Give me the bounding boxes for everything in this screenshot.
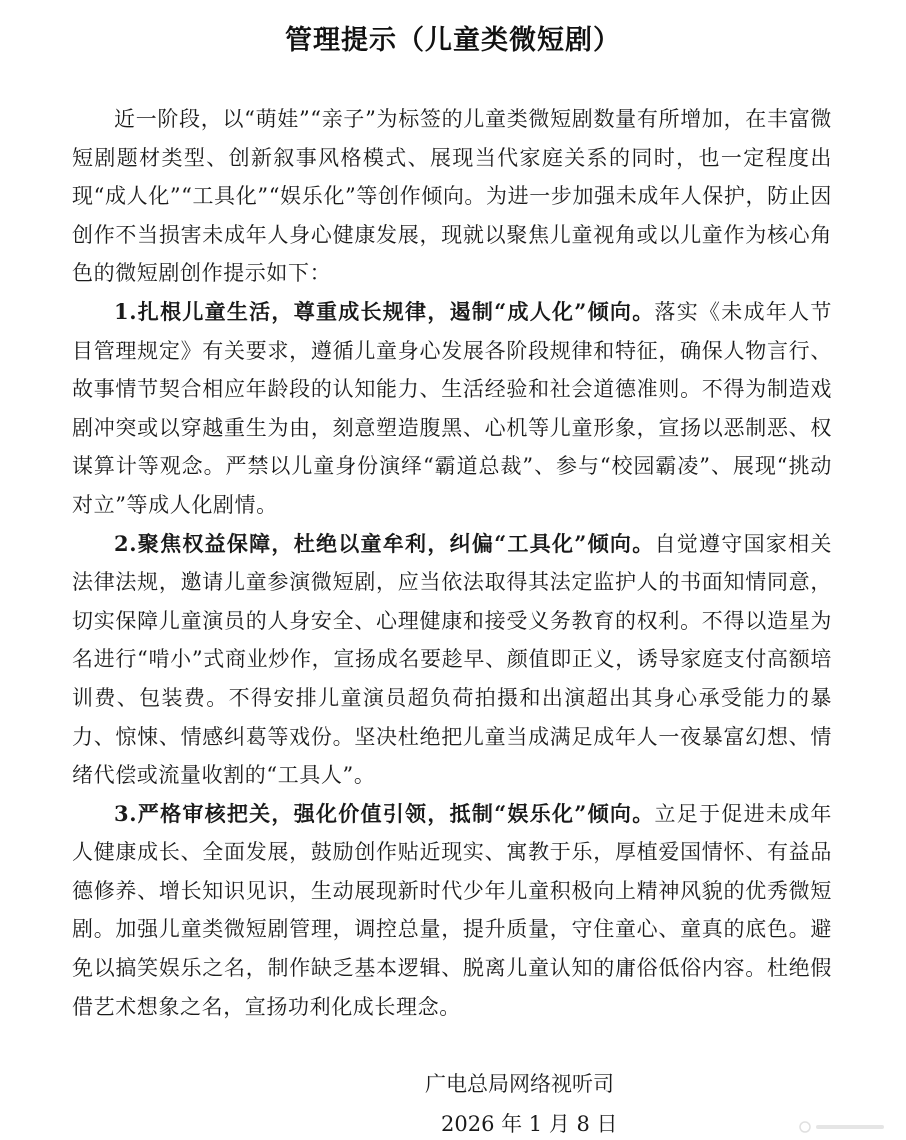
- signature-date: 2026 年 1 月 8 日: [441, 1112, 618, 1136]
- watermark-icon: [798, 1120, 888, 1134]
- section-3-heading: 3.严格审核把关，强化价值引领，抵制“娱乐化”倾向。: [114, 800, 655, 826]
- document-body: [72, 100, 832, 1026]
- section-1: [72, 293, 832, 525]
- document-title: 管理提示（儿童类微短剧）: [285, 25, 621, 56]
- section-2: [72, 525, 832, 795]
- signature-org: 广电总局网络视听司: [425, 1072, 614, 1096]
- intro-paragraph: 近一阶段，以“萌娃”“亲子”为标签的儿童类微短剧数量有所增加，在丰富微短剧题材类型、创新叙事风格模式、展现当代家庭关系的同时，也一定程度出现“成人化”“工具化”“娱乐化”等创作倾向。为进一步加强未成年人保护，防止因创作不当损害未成年人身心健康发展，现就以聚焦儿童视角或以儿童作为核心角色的微短剧创作提示如下：: [72, 107, 832, 286]
- section-3-text: 立足于促进未成年人健康成长、全面发展，鼓励创作贴近现实、寓教于乐，厚植爱国情怀、有益品德修养、增长知识见识，生动展现新时代少年儿童积极向上精神风貌的优秀微短剧。加强儿童类微短剧管理，调控总量，提升质量，守住童心、童真的底色。避免以搞笑娱乐之名，制作缺乏基本逻辑、脱离儿童认知的庸俗低俗内容。杜绝假借艺术想象之名，宣扬功利化成长理念。: [72, 801, 832, 1019]
- section-2-text: 自觉遵守国家相关法律法规，邀请儿童参演微短剧，应当依法取得其法定监护人的书面知情同意，切实保障儿童演员的人身安全、心理健康和接受义务教育的权利。不得以造星为名进行“啃小”式商业炒作，宣扬成名要趁早、颜值即正义，诱导家庭支付高额培训费、包装费。不得安排儿童演员超负荷拍摄和出演超出其身心承受能力的暴力、惊悚、情感纠葛等戏份。坚决杜绝把儿童当成满足成年人一夜暴富幻想、情绪代偿或流量收割的“工具人”。: [72, 531, 832, 788]
- section-1-text: 落实《未成年人节目管理规定》有关要求，遵循儿童身心发展各阶段规律和特征，确保人物言行、故事情节契合相应年龄段的认知能力、生活经验和社会道德准则。不得为制造戏剧冲突或以穿越重生为由，刻意塑造腹黑、心机等儿童形象，宣扬以恶制恶、权谋算计等观念。严禁以儿童身份演绎“霸道总裁”、参与“校园霸凌”、展现“挑动对立”等成人化剧情。: [72, 299, 832, 517]
- section-1-heading: 1.扎根儿童生活，尊重成长规律，遏制“成人化”倾向。: [114, 298, 655, 324]
- section-2-heading: 2.聚焦权益保障，杜绝以童牟利，纠偏“工具化”倾向。: [114, 530, 655, 556]
- section-3: [72, 795, 832, 1027]
